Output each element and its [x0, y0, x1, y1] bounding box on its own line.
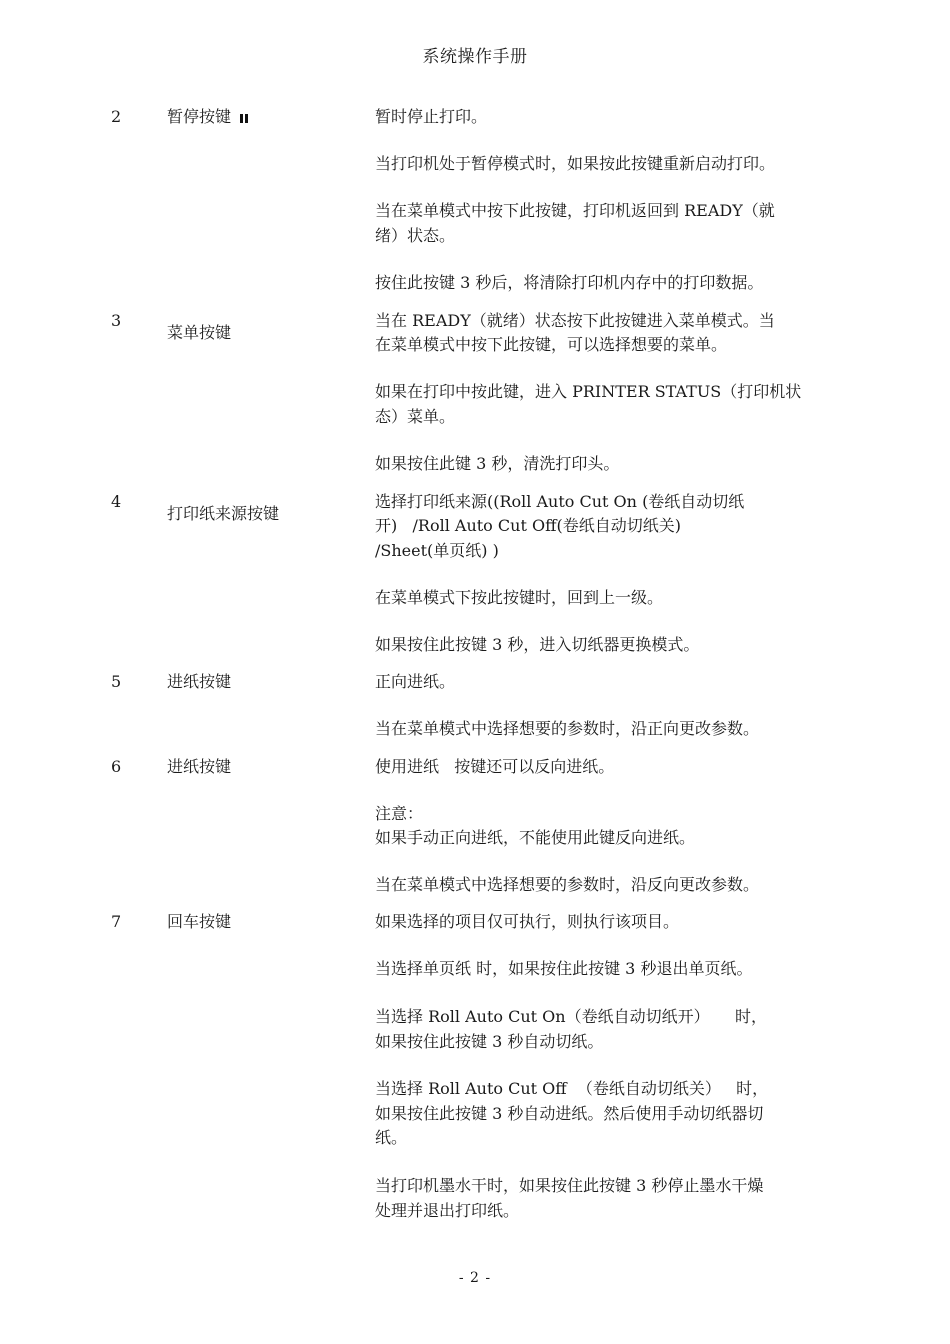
key-name: 回车按键 — [167, 912, 232, 931]
description-line: 在菜单模式下按此按键时，回到上一级。 — [375, 588, 664, 607]
description-line: 如果选择的项目仅可执行，则执行该项目。 — [375, 912, 680, 931]
description-line: 当打印机墨水干时，如果按住此按键 3 秒停止墨水干燥 — [375, 1176, 764, 1195]
description-line: 暂时停止打印。 — [375, 107, 488, 126]
row-number: 7 — [111, 912, 122, 931]
description-line: 绪）状态。 — [375, 226, 456, 245]
description-line: 当在菜单模式中选择想要的参数时，沿反向更改参数。 — [375, 875, 760, 894]
description-line: 当选择 Roll Auto Cut Off （卷纸自动切纸关） 时， — [375, 1079, 769, 1098]
description-line: 如果按住此键 3 秒，清洗打印头。 — [375, 454, 620, 473]
page-number: - 2 - — [458, 1270, 492, 1286]
description-line: 使用进纸 按键还可以反向进纸。 — [375, 757, 615, 776]
row-number: 6 — [111, 757, 122, 776]
description-line: 如果在打印中按此键，进入 PRINTER STATUS（打印机状 — [375, 382, 802, 401]
row-number: 5 — [111, 672, 122, 691]
description-line: 处理并退出打印纸。 — [375, 1201, 520, 1220]
key-name — [167, 105, 249, 129]
description-line: 当在菜单模式中按下此按键，打印机返回到 READY（就 — [375, 201, 775, 220]
description-line: 纸。 — [375, 1128, 408, 1147]
description-line: /Sheet(单页纸) ) — [375, 541, 499, 560]
pause-icon — [240, 114, 249, 123]
key-name: 进纸按键 — [167, 672, 232, 691]
key-name: 打印纸来源按键 — [167, 504, 280, 523]
description-line: 当打印机处于暂停模式时，如果按此按键重新启动打印。 — [375, 154, 776, 173]
description-line: 选择打印纸来源((Roll Auto Cut On (卷纸自动切纸 — [375, 492, 745, 511]
description-line: 如果手动正向进纸，不能使用此键反向进纸。 — [375, 828, 696, 847]
description-line: 当在菜单模式中选择想要的参数时，沿正向更改参数。 — [375, 719, 760, 738]
description-line: 开) /Roll Auto Cut Off(卷纸自动切纸关) — [375, 516, 681, 535]
description-line: 当选择 Roll Auto Cut On（卷纸自动切纸开） 时， — [375, 1007, 768, 1026]
key-name: 菜单按键 — [167, 323, 232, 342]
page-title: 系统操作手册 — [422, 47, 528, 67]
row-number: 4 — [111, 492, 122, 511]
row-number: 2 — [111, 107, 122, 126]
note-label: 注意： — [375, 804, 424, 823]
description-line: 按住此按键 3 秒后，将清除打印机内存中的打印数据。 — [375, 273, 764, 292]
description-line: 如果按住此按键 3 秒，进入切纸器更换模式。 — [375, 635, 700, 654]
description-line: 当在 READY（就绪）状态按下此按键进入菜单模式。当 — [375, 311, 775, 330]
key-name-label: 暂停按键 — [167, 107, 232, 126]
description-line: 态）菜单。 — [375, 407, 456, 426]
row-number: 3 — [111, 311, 122, 330]
description-line: 如果按住此按键 3 秒自动进纸。然后使用手动切纸器切 — [375, 1104, 764, 1123]
description-line: 如果按住此按键 3 秒自动切纸。 — [375, 1032, 604, 1051]
key-name: 进纸按键 — [167, 757, 232, 776]
description-line: 在菜单模式中按下此按键，可以选择想要的菜单。 — [375, 335, 728, 354]
description-line: 正向进纸。 — [375, 672, 456, 691]
description-line: 当选择单页纸 时，如果按住此按键 3 秒退出单页纸。 — [375, 959, 753, 978]
